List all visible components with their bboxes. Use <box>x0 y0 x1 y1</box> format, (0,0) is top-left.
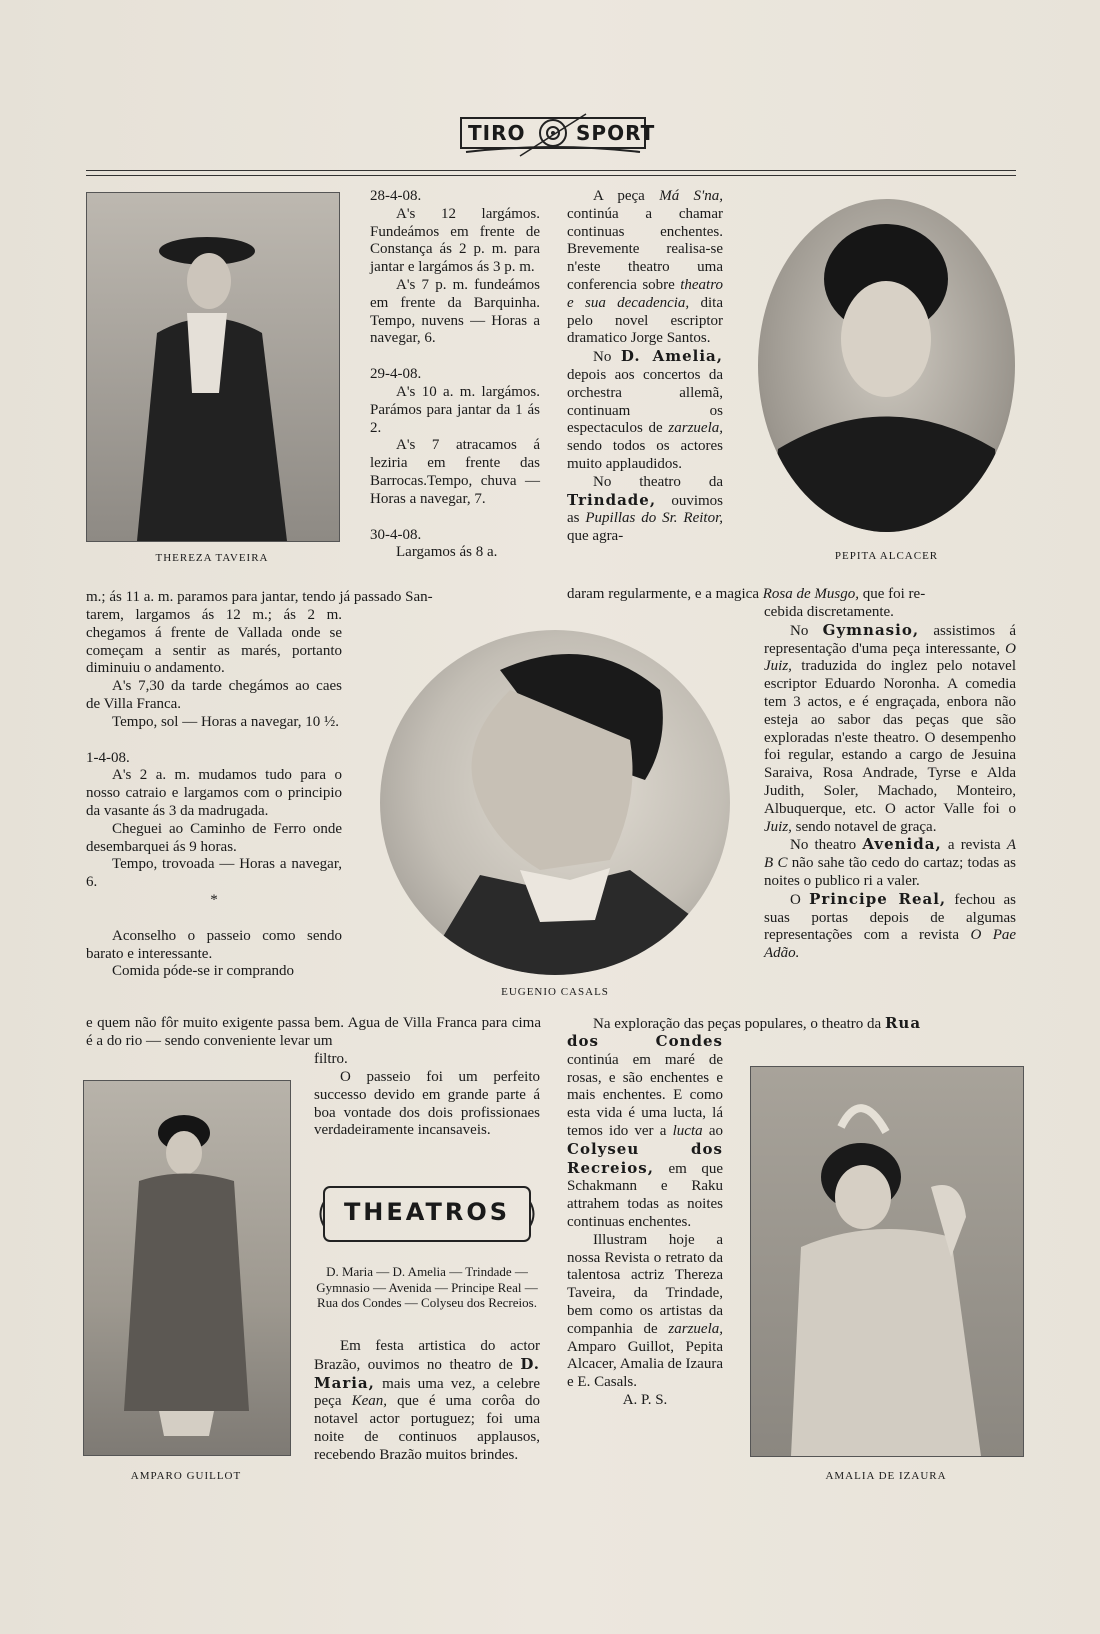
diary-wide-line-2: e quem não fôr muito exigente passa bem. Agua de Villa Franca para cima é a do rio — sendo conveniente levar um <box>86 1015 541 1049</box>
theatros-heading-box <box>316 1184 538 1244</box>
diary-date: 29-4-08. <box>370 366 422 383</box>
woman-posing-icon <box>751 1067 1023 1456</box>
diary-entry: Tempo, trovoada — Horas a navegar, 6. <box>86 856 342 891</box>
woman-portrait-icon <box>87 193 339 541</box>
diary-passeio: O passeio foi um perfeito successo devido em grande parte á boa vontade dos dois profissionaes verdadeiramente incansaveis. <box>314 1069 540 1139</box>
theatre-column-top: A peça Má S'na, continúa a chamar continuas enchentes. Brevemente realisa-se n'este theatro uma conferencia sobre theatro e sua decadencia, dita pelo novel escriptor dramatico Jorge Santos. No D. Amelia, depois aos concertos da orchestra allemã, continuam os espectaculos de zarzuela, sendo todos os actores muito applaudidos. No theatro da Trindade, ouvimos as Pupillas do Sr. Reitor, que agra- <box>567 188 724 545</box>
caption-amparo: AMPARO GUILLOT <box>130 1470 242 1482</box>
diary-entry: tarem, largamos ás 12 m.; ás 2 m. chegamos á frente de Vallada onde se começam a sentir as marés, portanto diminuiu o andamento. <box>86 607 342 677</box>
theatros-paragraph: Em festa artistica do actor Brazão, ouvimos no theatro de D. Maria, mais uma vez, a celebre peça Kean, que é uma corôa do notavel actor portuguez; foi uma noite de continuos applausos, recebendo Brazão muitos brindes. <box>314 1338 541 1463</box>
theatre-wide-line: daram regularmente, e a magica Rosa de Musgo, que foi re- <box>567 586 926 602</box>
header-rule-top <box>86 170 1016 171</box>
woman-standing-icon <box>84 1081 290 1455</box>
diary-entry: Tempo, sol — Horas a navegar, 10 ½. <box>112 713 340 730</box>
theatre-column-bottom: dos Condes continúa em maré de rosas, e são enchentes e mais enchentes. E como esta vida é uma lucta, lá temos ido ver a lucta ao Colyseu dos Recreios, em que Schakmann e Raku attrahem todas as noites continuas enchentes. Illustram hoje a nossa Revista o retrato da talentosa actriz Thereza Taveira, da Trindade, bem como os artistas da companhia de zarzuela, Amparo Guillot, Pepita Alcacer, Amalia de Izaura e E. Casals. A. P. S. <box>567 1032 724 1408</box>
diary-wide-line: m.; ás 11 a. m. paramos para jantar, tendo já passado San- <box>86 589 433 605</box>
caption-amalia: AMALIA DE IZAURA <box>825 1470 947 1482</box>
theatros-subtitle: D. Maria — D. Amelia — Trindade — Gymnasio — Avenida — Principe Real — Rua dos Condes — Colyseu dos Recreios. <box>316 1264 538 1310</box>
caption-eugenio: EUGENIO CASALS <box>501 986 609 998</box>
diary-advice: Comida póde-se ir comprando <box>112 963 295 980</box>
diary-entry: A's 2 a. m. mudamos tudo para o nosso catraio e largamos com o principio da vasante ás 3 da madrugada. <box>86 767 342 819</box>
section-star: * <box>210 891 218 908</box>
diary-entry: Cheguei ao Caminho de Ferro onde desembarquei ás 9 horas. <box>86 820 342 855</box>
man-profile-icon <box>380 630 730 975</box>
diary-date: 30-4-08. <box>370 526 422 543</box>
photo-amalia-de-izaura <box>750 1066 1024 1457</box>
header-rule-bottom <box>86 175 1016 176</box>
masthead <box>460 112 656 158</box>
diary-left-column <box>86 607 342 981</box>
photo-amparo-guillot <box>83 1080 291 1456</box>
caption-thereza: THEREZA TAVEIRA <box>155 552 269 564</box>
diary-filtro: filtro. <box>314 1051 348 1067</box>
caption-pepita: PEPITA ALCACER <box>834 550 939 562</box>
masthead-right: SPORT <box>576 121 656 145</box>
diary-entry: A's 7,30 da tarde chegámos ao caes de Villa Franca. <box>86 678 342 712</box>
diary-entry: A's 7 p. m. fundeámos em frente da Barquinha. Tempo, nuvens — Horas a navegar, 6. <box>370 276 540 347</box>
theatre-column-right: cebida discretamente. No Gymnasio, assistimos á representação d'uma peça interessante, O Juiz, traduzida do inglez pelo notavel escriptor Eduardo Noronha. A comedia tem 3 actos, e é engraçada, enbora não esteja ao sabor das peças que são exploradas n'este theatro. O desempenho foi regular, estando a cargo de Jesuina Saraiva, Rosa Andrade, Tyrse e Alda Judith, Soler, Machado, Monteiro, Albuquerque, etc. O actor Valle foi o Juiz, sendo notavel de graça. No theatro Avenida, a revista A B C não sahe tão cedo do cartaz; todas as noites o publico ri a valer. O Principe Real, fechou as suas portas depois de algumas representações com a revista O Pae Adão. <box>764 604 1017 962</box>
diary-advice: Aconselho o passeio como sendo barato e interessante. <box>86 927 342 962</box>
diary-entry: A's 7 atracamos á leziria em frente das Barrocas.Tempo, chuva — Horas a navegar, 7. <box>370 437 540 507</box>
diary-date: 1-4-08. <box>86 749 130 766</box>
diary-entry: Largamos ás 8 a. <box>396 544 498 561</box>
diary-entry: A's 12 largámos. Fundeámos em frente de Constança ás 2 p. m. para jantar e largámos ás 3 p. m. <box>370 205 540 276</box>
photo-pepita-alcacer <box>758 199 1015 532</box>
woman-portrait-icon <box>758 199 1015 532</box>
masthead-left: TIRO <box>468 121 526 145</box>
theatre-wide-line-2: Na exploração das peças populares, o theatro da Rua <box>593 1014 922 1032</box>
photo-thereza-taveira <box>86 192 340 542</box>
diary-column <box>370 188 540 562</box>
signature: A. P. S. <box>622 1391 668 1408</box>
theatros-title: THEATROS <box>343 1198 511 1226</box>
photo-eugenio-casals <box>380 630 730 975</box>
diary-date: 28-4-08. <box>370 188 422 204</box>
diary-entry: A's 10 a. m. largámos. Parámos para jantar da 1 ás 2. <box>370 383 540 436</box>
